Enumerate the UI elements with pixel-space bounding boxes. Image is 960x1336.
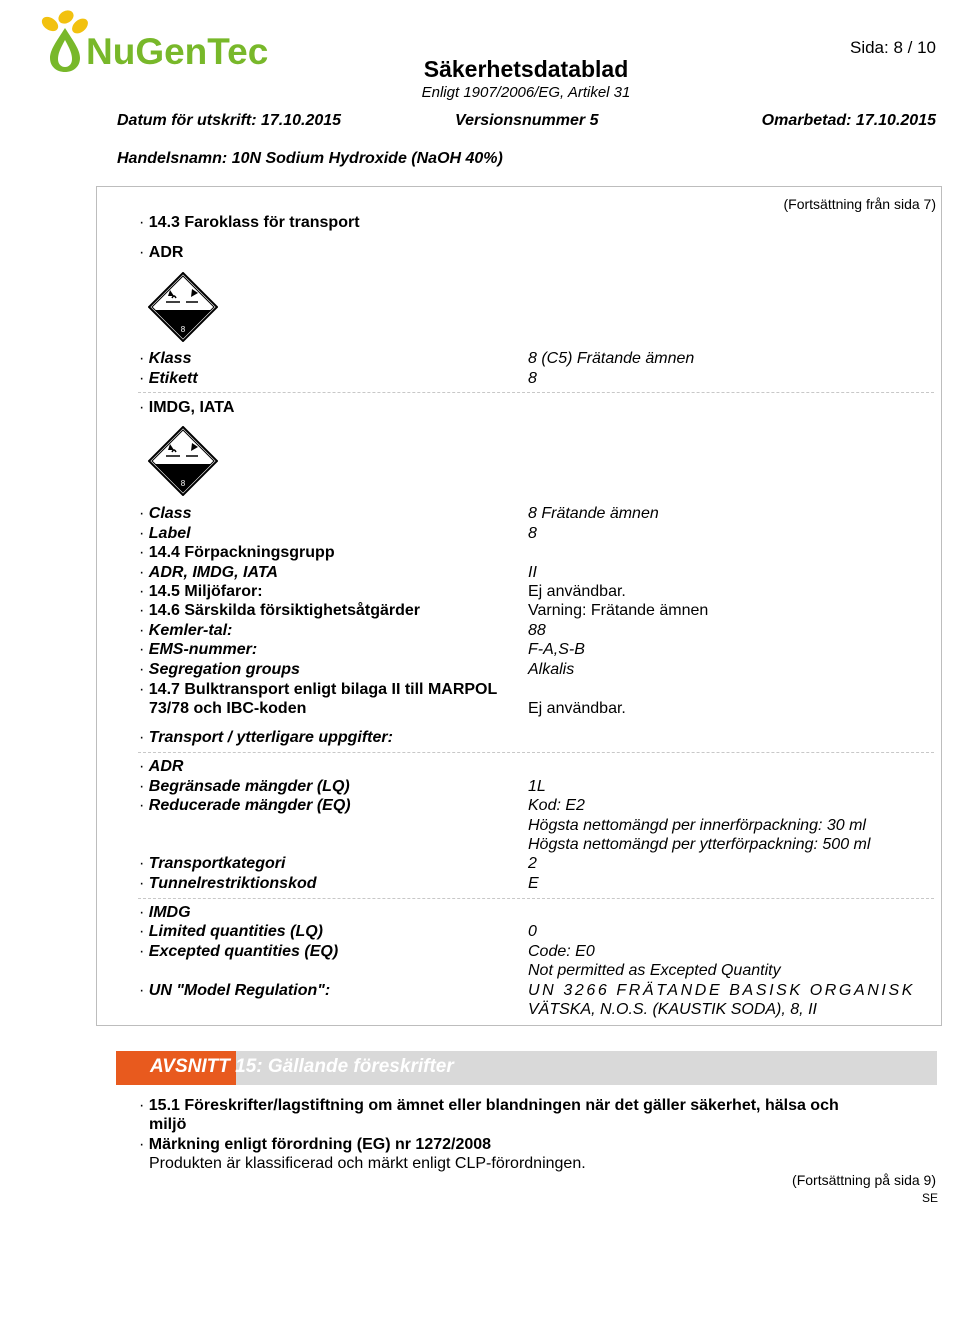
klass-label: · Klass [139, 350, 191, 368]
segregation-value: Alkalis [528, 661, 575, 678]
adr-eq-value: Kod: E2 [528, 797, 585, 814]
svg-text:NuGenTec: NuGenTec [86, 31, 269, 72]
packing-group-label: · ADR, IMDG, IATA [139, 564, 278, 582]
adr-eq-value-outer: Högsta nettomängd per ytterförpackning: 500 ml [528, 836, 871, 853]
un-model-value-line2: VÄTSKA, N.O.S. (KAUSTIK SODA), 8, II [528, 1001, 817, 1018]
document-title: Säkerhetsdatablad [423, 56, 629, 82]
language-code: SE [921, 1191, 938, 1205]
continued-to: (Fortsättning på sida 9) [792, 1172, 936, 1188]
sec14-7-label: · 14.7 Bulktransport enligt bilaga II till MARPOL [139, 681, 497, 699]
ems-value: F-A,S-B [528, 641, 585, 658]
section-15-title: AVSNITT 15: Gällande föreskrifter [150, 1056, 454, 1077]
un-model-value: UN 3266 FRÄTANDE BASISK ORGANISK [528, 982, 915, 999]
sec14-5-label: · 14.5 Miljöfaror: [139, 583, 263, 601]
un-model-label: · UN "Model Regulation": [139, 982, 330, 1000]
tunnel-code-label: · Tunnelrestriktionskod [139, 875, 317, 893]
trade-name: Handelsnamn: 10N Sodium Hydroxide (NaOH 40%) [117, 150, 503, 167]
packing-group-value: II [528, 564, 537, 581]
sec14-3-heading: · 14.3 Faroklass för transport [139, 214, 360, 232]
adr-lq-label: · Begränsade mängder (LQ) [139, 778, 350, 796]
sec14-7-value: Ej användbar. [528, 700, 626, 717]
version-number: Versionsnummer 5 [455, 112, 599, 129]
class-value: 8 Frätande ämnen [528, 505, 659, 522]
sec14-6-label: · 14.6 Särskilda försiktighetsåtgärder [139, 602, 420, 620]
etikett-label: · Etikett [139, 370, 198, 388]
adr-lq-value: 1L [528, 778, 546, 795]
section-15-header [116, 1051, 937, 1085]
imdg-eq-value: Code: E0 [528, 943, 595, 960]
sec14-5-value: Ej användbar. [528, 583, 626, 600]
continued-from: (Fortsättning från sida 7) [783, 196, 936, 212]
separator [138, 898, 934, 899]
svg-text:8: 8 [180, 325, 186, 334]
imdg-iata-label: · IMDG, IATA [139, 399, 234, 417]
class-label: · Class [139, 505, 191, 523]
separator [138, 752, 934, 753]
segregation-label: · Segregation groups [139, 661, 300, 679]
separator [138, 392, 934, 393]
adr-eq-label: · Reducerade mängder (EQ) [139, 797, 351, 815]
corrosive-hazard-pictogram [148, 272, 218, 342]
transport-extra-heading: · Transport / ytterligare uppgifter: [139, 729, 393, 747]
kemler-label: · Kemler-tal: [139, 622, 232, 640]
print-date: Datum för utskrift: 17.10.2015 [117, 112, 342, 129]
sec15-1-heading: · 15.1 Föreskrifter/lagstiftning om ämnet eller blandningen när det gäller säkerhet, hälsa och [139, 1097, 839, 1115]
transport-category-label: · Transportkategori [139, 855, 285, 873]
marking-text: Produkten är klassificerad och märkt enligt CLP-förordningen. [149, 1155, 586, 1172]
page-number: Sida: 8 / 10 [849, 38, 936, 57]
adr-eq-value-inner: Högsta nettomängd per innerförpackning: 30 ml [528, 817, 866, 834]
imdg-eq-value-note: Not permitted as Excepted Quantity [528, 962, 781, 979]
revised-date: Omarbetad: 17.10.2015 [761, 112, 936, 129]
imdg-eq-label: · Excepted quantities (EQ) [139, 943, 338, 961]
sec14-7-label-line2: 73/78 och IBC-koden [149, 700, 307, 717]
label-value: 8 [528, 525, 537, 542]
klass-value: 8 (C5) Frätande ämnen [528, 350, 695, 367]
sec15-1-heading-line2: miljö [149, 1116, 187, 1133]
imdg-extra-title: · IMDG [139, 904, 191, 922]
etikett-value: 8 [528, 370, 537, 387]
marking-label: · Märkning enligt förordning (EG) nr 1272/2008 [139, 1136, 491, 1154]
imdg-lq-value: 0 [528, 923, 537, 940]
document-subtitle: Enligt 1907/2006/EG, Artikel 31 [421, 84, 631, 101]
adr-extra-title: · ADR [139, 758, 183, 776]
svg-text:8: 8 [180, 479, 186, 488]
label-label: · Label [139, 525, 191, 543]
sec14-6-value: Varning: Frätande ämnen [528, 602, 709, 619]
kemler-value: 88 [528, 622, 546, 639]
transport-category-value: 2 [528, 855, 537, 872]
sec14-4-heading: · 14.4 Förpackningsgrupp [139, 544, 335, 562]
imdg-lq-label: · Limited quantities (LQ) [139, 923, 323, 941]
tunnel-code-value: E [528, 875, 539, 892]
corrosive-hazard-pictogram [148, 426, 218, 496]
ems-label: · EMS-nummer: [139, 641, 257, 659]
adr-label: · ADR [139, 244, 183, 262]
